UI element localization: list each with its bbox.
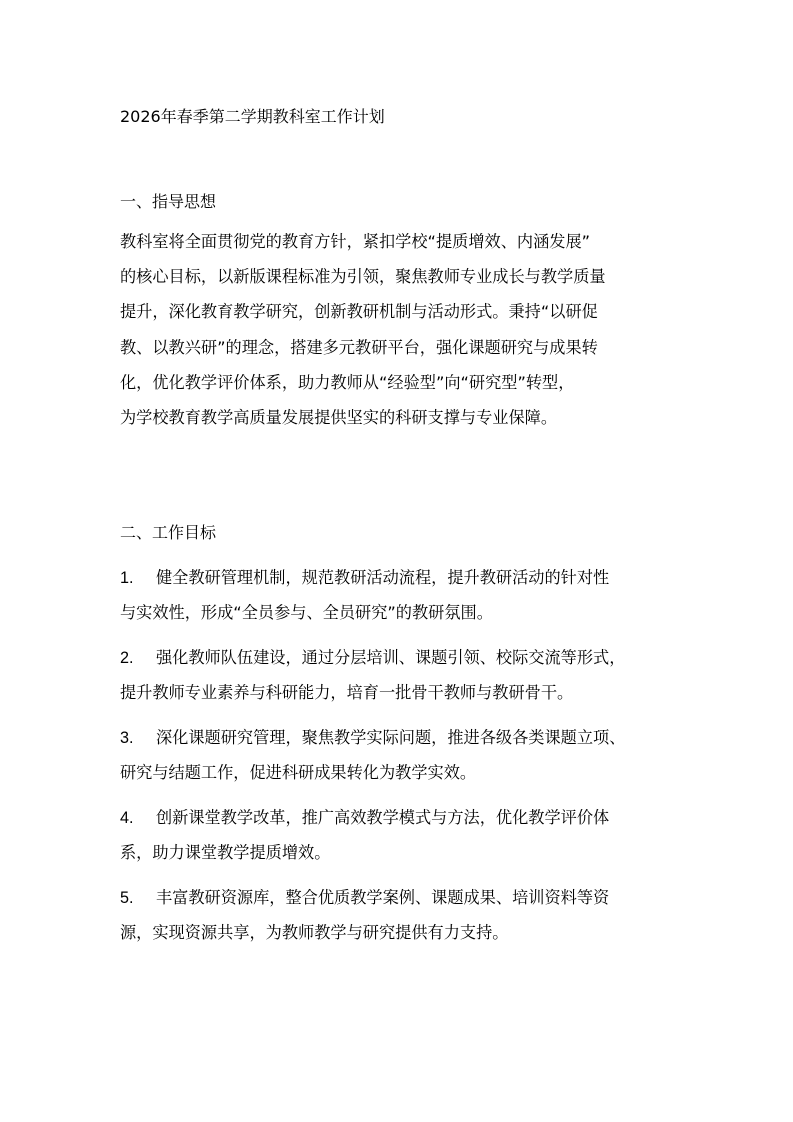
- list-item-text: 源，实现资源共享，为教师教学与研究提供有力支持。: [120, 923, 509, 943]
- list-item-text: 丰富教研资源库，整合优质教学案例、课题成果、培训资料等资: [156, 888, 610, 907]
- list-item-text: 创新课堂教学改革，推广高效教学模式与方法，优化教学评价体: [156, 808, 610, 827]
- list-item-text: 强化教师队伍建设，通过分层培训、课题引领、校际交流等形式，: [156, 648, 626, 667]
- goal-list-item: [120, 720, 676, 790]
- paragraph-line: 教科室将全面贯彻党的教育方针，紧扣学校“提质增效、内涵发展”: [120, 232, 591, 251]
- section-heading-work-goals: 二、工作目标: [120, 523, 217, 542]
- section-heading-guiding-ideology: 一、指导思想: [120, 192, 217, 211]
- list-item-text: 与实效性，形成“全员参与、全员研究”的教研氛围。: [120, 603, 493, 623]
- list-item-text: 提升教师专业素养与科研能力，培育一批骨干教师与教研骨干。: [120, 683, 574, 703]
- goal-list-item: [120, 640, 676, 710]
- list-number: 1.: [120, 569, 134, 587]
- list-number: 5.: [120, 889, 134, 907]
- goal-list-item: [120, 880, 676, 950]
- list-item-text: 系，助力课堂教学提质增效。: [120, 843, 331, 863]
- paragraph-line: 提升，深化教育教学研究，创新教研机制与活动形式。秉持“以研促: [120, 302, 598, 322]
- list-item-text: 健全教研管理机制，规范教研活动流程，提升教研活动的针对性: [156, 568, 610, 587]
- list-item-text: 研究与结题工作，促进科研成果转化为教学实效。: [120, 763, 477, 783]
- paragraph-line: 为学校教育教学高质量发展提供坚实的科研支撑与专业保障。: [120, 407, 558, 427]
- goal-list-item: [120, 800, 676, 870]
- list-number: 4.: [120, 809, 134, 827]
- paragraph-line: 的核心目标，以新版课程标准为引领，聚焦教师专业成长与教学质量: [120, 267, 606, 287]
- document-title: 2026年春季第二学期教科室工作计划: [120, 107, 385, 126]
- list-item-text: 深化课题研究管理，聚焦教学实际问题，推进各级各类课题立项、: [156, 728, 626, 747]
- paragraph-line: 化，优化教学评价体系，助力教师从“经验型”向“研究型”转型，: [120, 372, 575, 392]
- list-number: 3.: [120, 729, 134, 747]
- guiding-ideology-paragraph: [120, 224, 676, 435]
- goal-list-item: [120, 560, 676, 630]
- list-number: 2.: [120, 649, 134, 667]
- paragraph-line: 教、以教兴研”的理念，搭建多元教研平台，强化课题研究与成果转: [120, 337, 598, 357]
